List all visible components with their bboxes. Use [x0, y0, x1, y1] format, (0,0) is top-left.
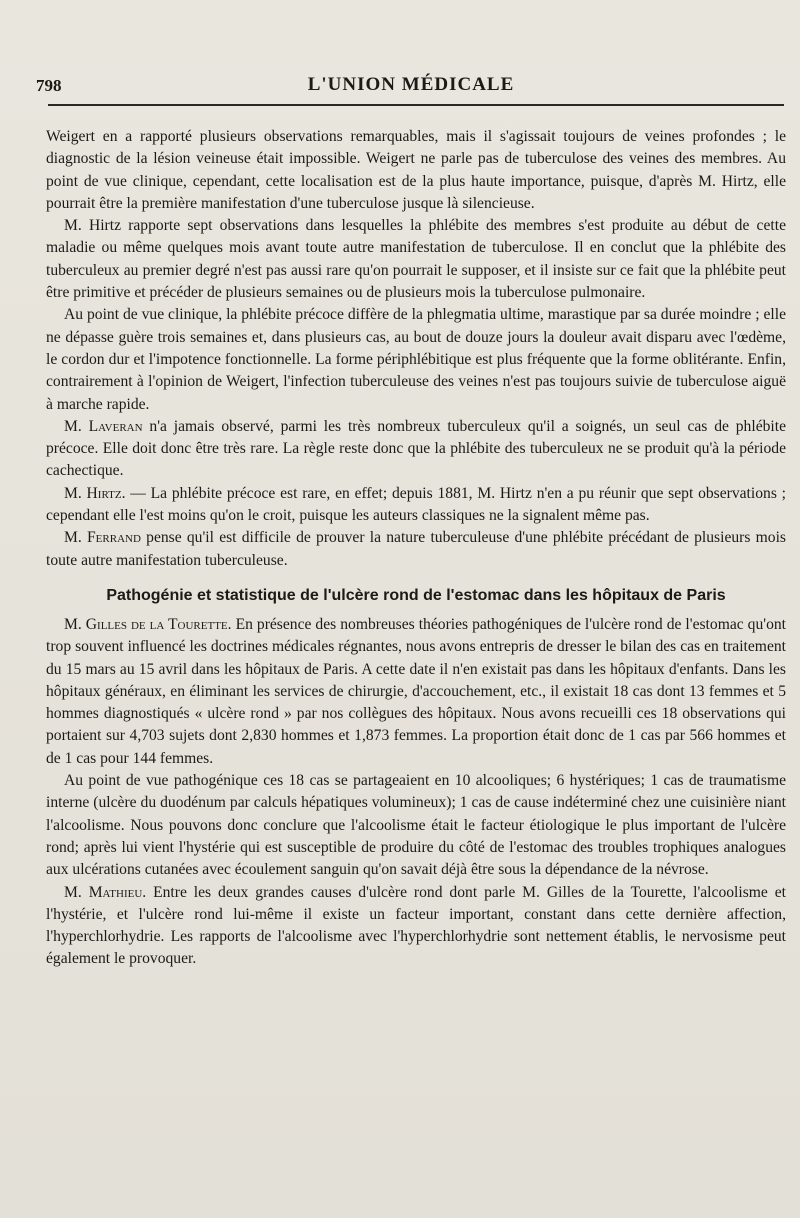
- paragraph: [46, 882, 786, 971]
- speaker-name: M. Ferrand: [64, 529, 141, 547]
- speaker-name: M. Gilles de la Tourette.: [64, 615, 232, 633]
- speaker-name: M. Hirtz.: [64, 484, 126, 502]
- paragraph-text: Entre les deux grandes causes d'ulcère rond dont parle M. Gilles de la Tourette, l'alcoolisme et l'hystérie, et l'ulcère rond lui-même il existe un facteur important, constant dans cette dernière affection, l'hyperchlorhydrie. Les rapports de l'alcoolisme avec l'hyperchlorhydrie sont nettement établis, le nervosisme peut également le provoquer.: [46, 883, 786, 968]
- paragraph-text: M. Hirtz rapporte sept observations dans lesquelles la phlébite des membres s'est produite au début de cette maladie ou même quelques mois avant toute autre manifestation de tuberculose. Il en conclut que la phlébite des tuberculeux au premier degré n'est pas aussi rare qu'on pourrait le supposer, et il insiste sur ce fait que la phlébite peut être primitive et précéder de plusieurs semaines ou de plusieurs mois la tuberculose pulmonaire.: [46, 217, 786, 302]
- paragraph: [46, 483, 786, 528]
- section-paragraphs: [46, 614, 786, 971]
- running-title: L'UNION MÉDICALE: [307, 74, 515, 95]
- article-body: [46, 126, 786, 971]
- paragraph: [46, 614, 786, 770]
- paragraph-text: En présence des nombreuses théories pathogéniques de l'ulcère rond de l'estomac qu'ont trop souvent influencé les doctrines médicales régnantes, nous avons entrepris de dresser le bilan des cas en traitement du 15 mars au 15 avril dans les hôpitaux de Paris. A cette date il n'en existait pas dans les hôpitaux d'enfants. Dans les hôpitaux généraux, en éliminant les services de chirurgie, d'accouchement, etc., il existait 18 cas dont 13 femmes et 5 hommes diagnostiqués « ulcère rond » par nos collègues des hôpitaux. Nous avons recueilli ces 18 observations qui portaient sur 4,703 sujets dont 2,830 hommes et 1,873 femmes. La proportion était donc de 1 cas par 566 hommes et de 1 cas pour 144 femmes.: [46, 615, 786, 767]
- paragraph-text: Au point de vue clinique, la phlébite précoce diffère de la phlegmatia ultime, marastique par sa durée moindre ; elle ne dépasse guère trois semaines et, dans plusieurs cas, au bout de douze jours la douleur avait disparu avec l'œdème, le cordon dur et l'impotence fonctionnelle. La forme périphlébitique est plus fréquente que la forme oblitérante. Enfin, contrairement à l'opinion de Weigert, l'infection tuberculeuse des veines n'est pas toujours suivie de tuberculose aiguë à marche rapide.: [46, 306, 786, 413]
- paragraph-text: Weigert en a rapporté plusieurs observations remarquables, mais il s'agissait toujours de veines profondes ; le diagnostic de la lésion veineuse était impossible. Weigert ne parle pas de tuberculose des veines des membres. Au point de vue clinique, cependant, cette localisation est de la plus haute importance, puisque, d'après M. Hirtz, elle pourrait être la première manifestation d'une tuberculose jusque là silencieuse.: [46, 128, 786, 212]
- paragraph: [46, 215, 786, 304]
- section-title: Pathogénie et statistique de l'ulcère rond de l'estomac dans les hôpitaux de Paris: [106, 586, 726, 604]
- paragraph-text: Au point de vue pathogénique ces 18 cas se partageaient en 10 alcooliques; 6 hystériques; 1 cas de traumatisme interne (ulcère du duodénum par calculs hépatiques volumineux); 1 cas de cause indéterminé chez une cuisinière niant l'alcoolisme. Nous pouvons donc conclure que l'alcoolisme était le facteur étiologique le plus important de l'ulcère rond; après lui vient l'hystérie qui est susceptible de produire du côté de l'estomac des troubles trophiques analogues aux ulcérations cutanées avec écoulement sanguin qu'on savait déjà être sous la dépendance de la névrose.: [46, 772, 786, 879]
- paragraph-text: n'a jamais observé, parmi les très nombreux tuberculeux qu'il a soignés, un seul cas de phlébite précoce. Elle doit donc être très rare. La règle reste donc que la phlébite des tuberculeux ne se produit qu'à la période cachectique.: [46, 417, 786, 480]
- paragraph: [46, 527, 786, 572]
- discussion-paragraphs: [46, 126, 786, 572]
- page-number: 798: [36, 76, 62, 95]
- header-divider: [48, 104, 784, 106]
- paragraph: [46, 126, 786, 215]
- paragraph-text: pense qu'il est difficile de prouver la nature tuberculeuse d'une phlébite précédant de plusieurs mois toute autre manifestation tuberculeuse.: [46, 529, 786, 569]
- paragraph: [46, 416, 786, 483]
- speaker-name: M. Mathieu.: [64, 883, 147, 901]
- paragraph: [46, 304, 786, 415]
- speaker-name: M. Laveran: [64, 417, 143, 435]
- page-header: [36, 74, 786, 100]
- paragraph: [46, 770, 786, 881]
- paragraph-text: — La phlébite précoce est rare, en effet; depuis 1881, M. Hirtz n'en a pu réunir que sept observations ; cependant elle l'est moins qu'on le croit, puisque les auteurs classiques ne la signalent même pas.: [46, 484, 786, 525]
